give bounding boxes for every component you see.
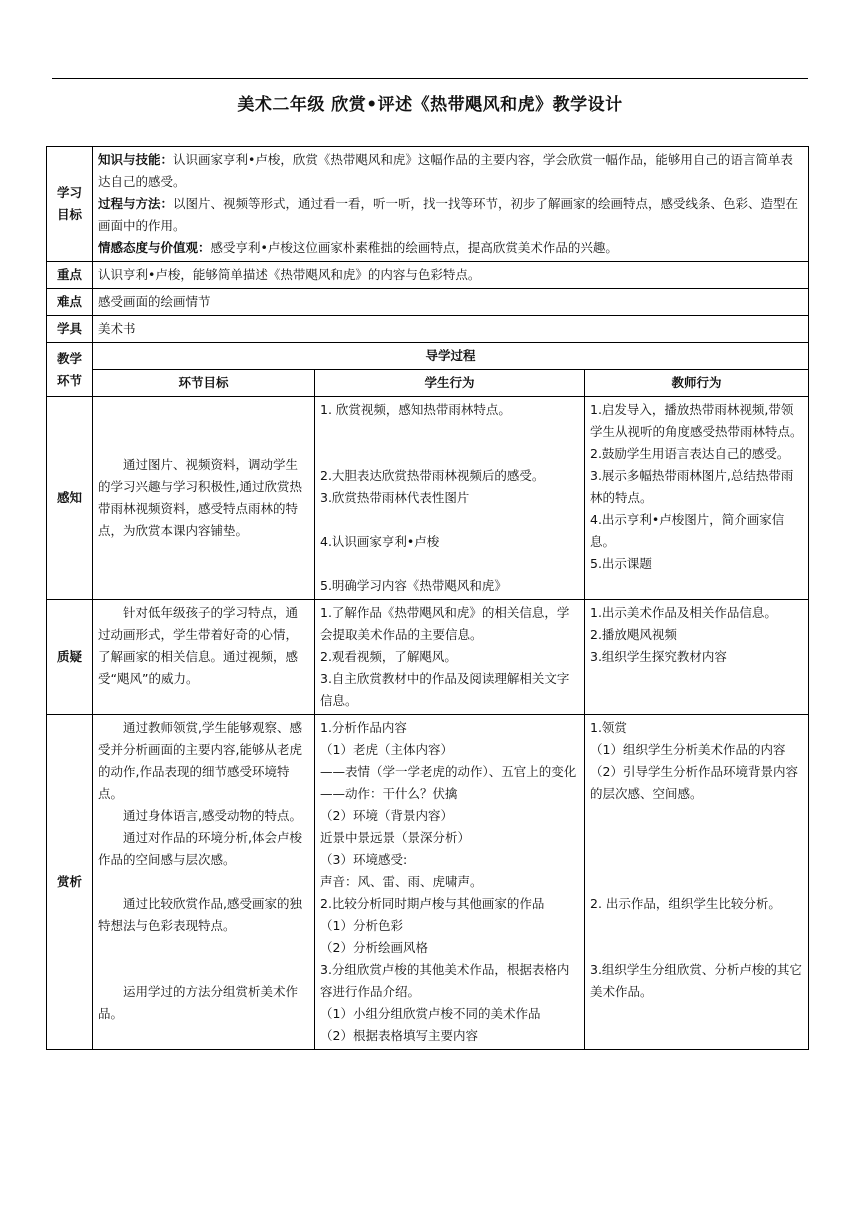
difficulty-text: 感受画面的绘画情节 [93,289,809,316]
col-goal-header: 环节目标 [93,370,315,397]
stage-label-question: 质疑 [47,600,93,715]
key-point-row [47,262,809,289]
student-actions-appreciate: 1.分析作品内容 （1）老虎（主体内容） ——表情（学一学老虎的动作）、五官上的变化 ——动作：干什么？伏擒 （2）环境（背景内容） 近景中景远景（景深分析） （3）环境感受: 声音：风、雷、雨、虎啸声。 2.比较分析同时期卢梭与其他画家的作品 （1）分析色彩 （2）分析绘画风格 3.分组欣赏卢梭的其他美术作品，根据表格内容进行作品介绍。 （1）小组分组欣赏卢梭不同的美术作品 （2）根据表格填写主要内容 [315,715,585,1050]
difficulty-label: 难点 [47,289,93,316]
objectives-content [93,147,809,262]
key-point-text: 认识亨利•卢梭，能够简单描述《热带飓风和虎》的内容与色彩特点。 [93,262,809,289]
teacher-actions-perceive: 1.启发导入，播放热带雨林视频,带领学生从视听的角度感受热带雨林特点。 2.鼓励学生用语言表达自己的感受。 3.展示多幅热带雨林图片,总结热带雨林的特点。 4.出示亨利•卢梭图片，简介画家信息。 5.出示课题 [585,397,809,600]
col-teacher-header: 教师行为 [585,370,809,397]
document-title: 美术二年级 欣赏•评述《热带飓风和虎》教学设计 [237,95,623,115]
lesson-plan-table [46,146,809,1050]
col-student-header: 学生行为 [315,370,585,397]
materials-row [47,316,809,343]
objectives-label: 学习 目标 [47,147,93,262]
student-actions-perceive: 1. 欣赏视频，感知热带雨林特点。 2.大胆表达欣赏热带雨林视频后的感受。 3.欣赏热带雨林代表性图片 4.认识画家亨利•卢梭 5.明确学习内容《热带飓风和虎》 [315,397,585,600]
process-header-row [47,343,809,370]
objectives-row [47,147,809,262]
teacher-actions-appreciate: 1.领赏 （1）组织学生分析美术作品的内容 （2）引导学生分析作品环境背景内容的层次感、空间感。 2. 出示作品，组织学生比较分析。 3.组织学生分组欣赏、分析卢梭的其它美术作品。 [585,715,809,1050]
stage-row-appreciate [47,715,809,1050]
student-actions-question: 1.了解作品《热带飓风和虎》的相关信息，学会提取美术作品的主要信息。 2.观看视频，了解飓风。 3.自主欣赏教材中的作品及阅读理解相关文字信息。 [315,600,585,715]
stage-goal-question: 针对低年级孩子的学习特点，通过动画形式，学生带着好奇的心情，了解画家的相关信息。通过视频，感受“飓风”的威力。 [93,600,315,715]
stage-label-appreciate: 赏析 [47,715,93,1050]
stage-column-label: 教学 环节 [47,343,93,397]
stage-row-perceive [47,397,809,600]
guide-process-heading: 导学过程 [93,343,809,370]
materials-text: 美术书 [93,316,809,343]
header-rule [52,78,808,79]
emotion-objective: 情感态度与价值观：感受亨利•卢梭这位画家朴素稚拙的绘画特点，提高欣赏美术作品的兴趣。 [98,240,618,255]
difficulty-row [47,289,809,316]
knowledge-objective: 知识与技能：认识画家亨利•卢梭，欣赏《热带飓风和虎》这幅作品的主要内容，学会欣赏一幅作品，能够用自己的语言简单表达自己的感受。 [98,152,793,189]
stage-goal-perceive: 通过图片、视频资料，调动学生的学习兴趣与学习积极性,通过欣赏热带雨林视频资料，感受特点雨林的特点，为欣赏本课内容铺垫。 [93,397,315,600]
stage-row-question [47,600,809,715]
process-objective: 过程与方法：以图片、视频等形式，通过看一看，听一听，找一找等环节，初步了解画家的绘画特点，感受线条、色彩、造型在画面中的作用。 [98,196,799,233]
column-header-row [47,370,809,397]
teacher-actions-question: 1.出示美术作品及相关作品信息。 2.播放飓风视频 3.组织学生探究教材内容 [585,600,809,715]
stage-goal-appreciate: 通过教师领赏,学生能够观察、感受并分析画面的主要内容,能够从老虎的动作,作品表现的细节感受环境特点。 通过身体语言,感受动物的特点。 通过对作品的环境分析,体会卢梭作品的空间感与层次感。 通过比较欣赏作品,感受画家的独特想法与色彩表现特点。 运用学过的方法分组赏析美术作品。 [93,715,315,1050]
materials-label: 学具 [47,316,93,343]
stage-label-perceive: 感知 [47,397,93,600]
key-point-label: 重点 [47,262,93,289]
